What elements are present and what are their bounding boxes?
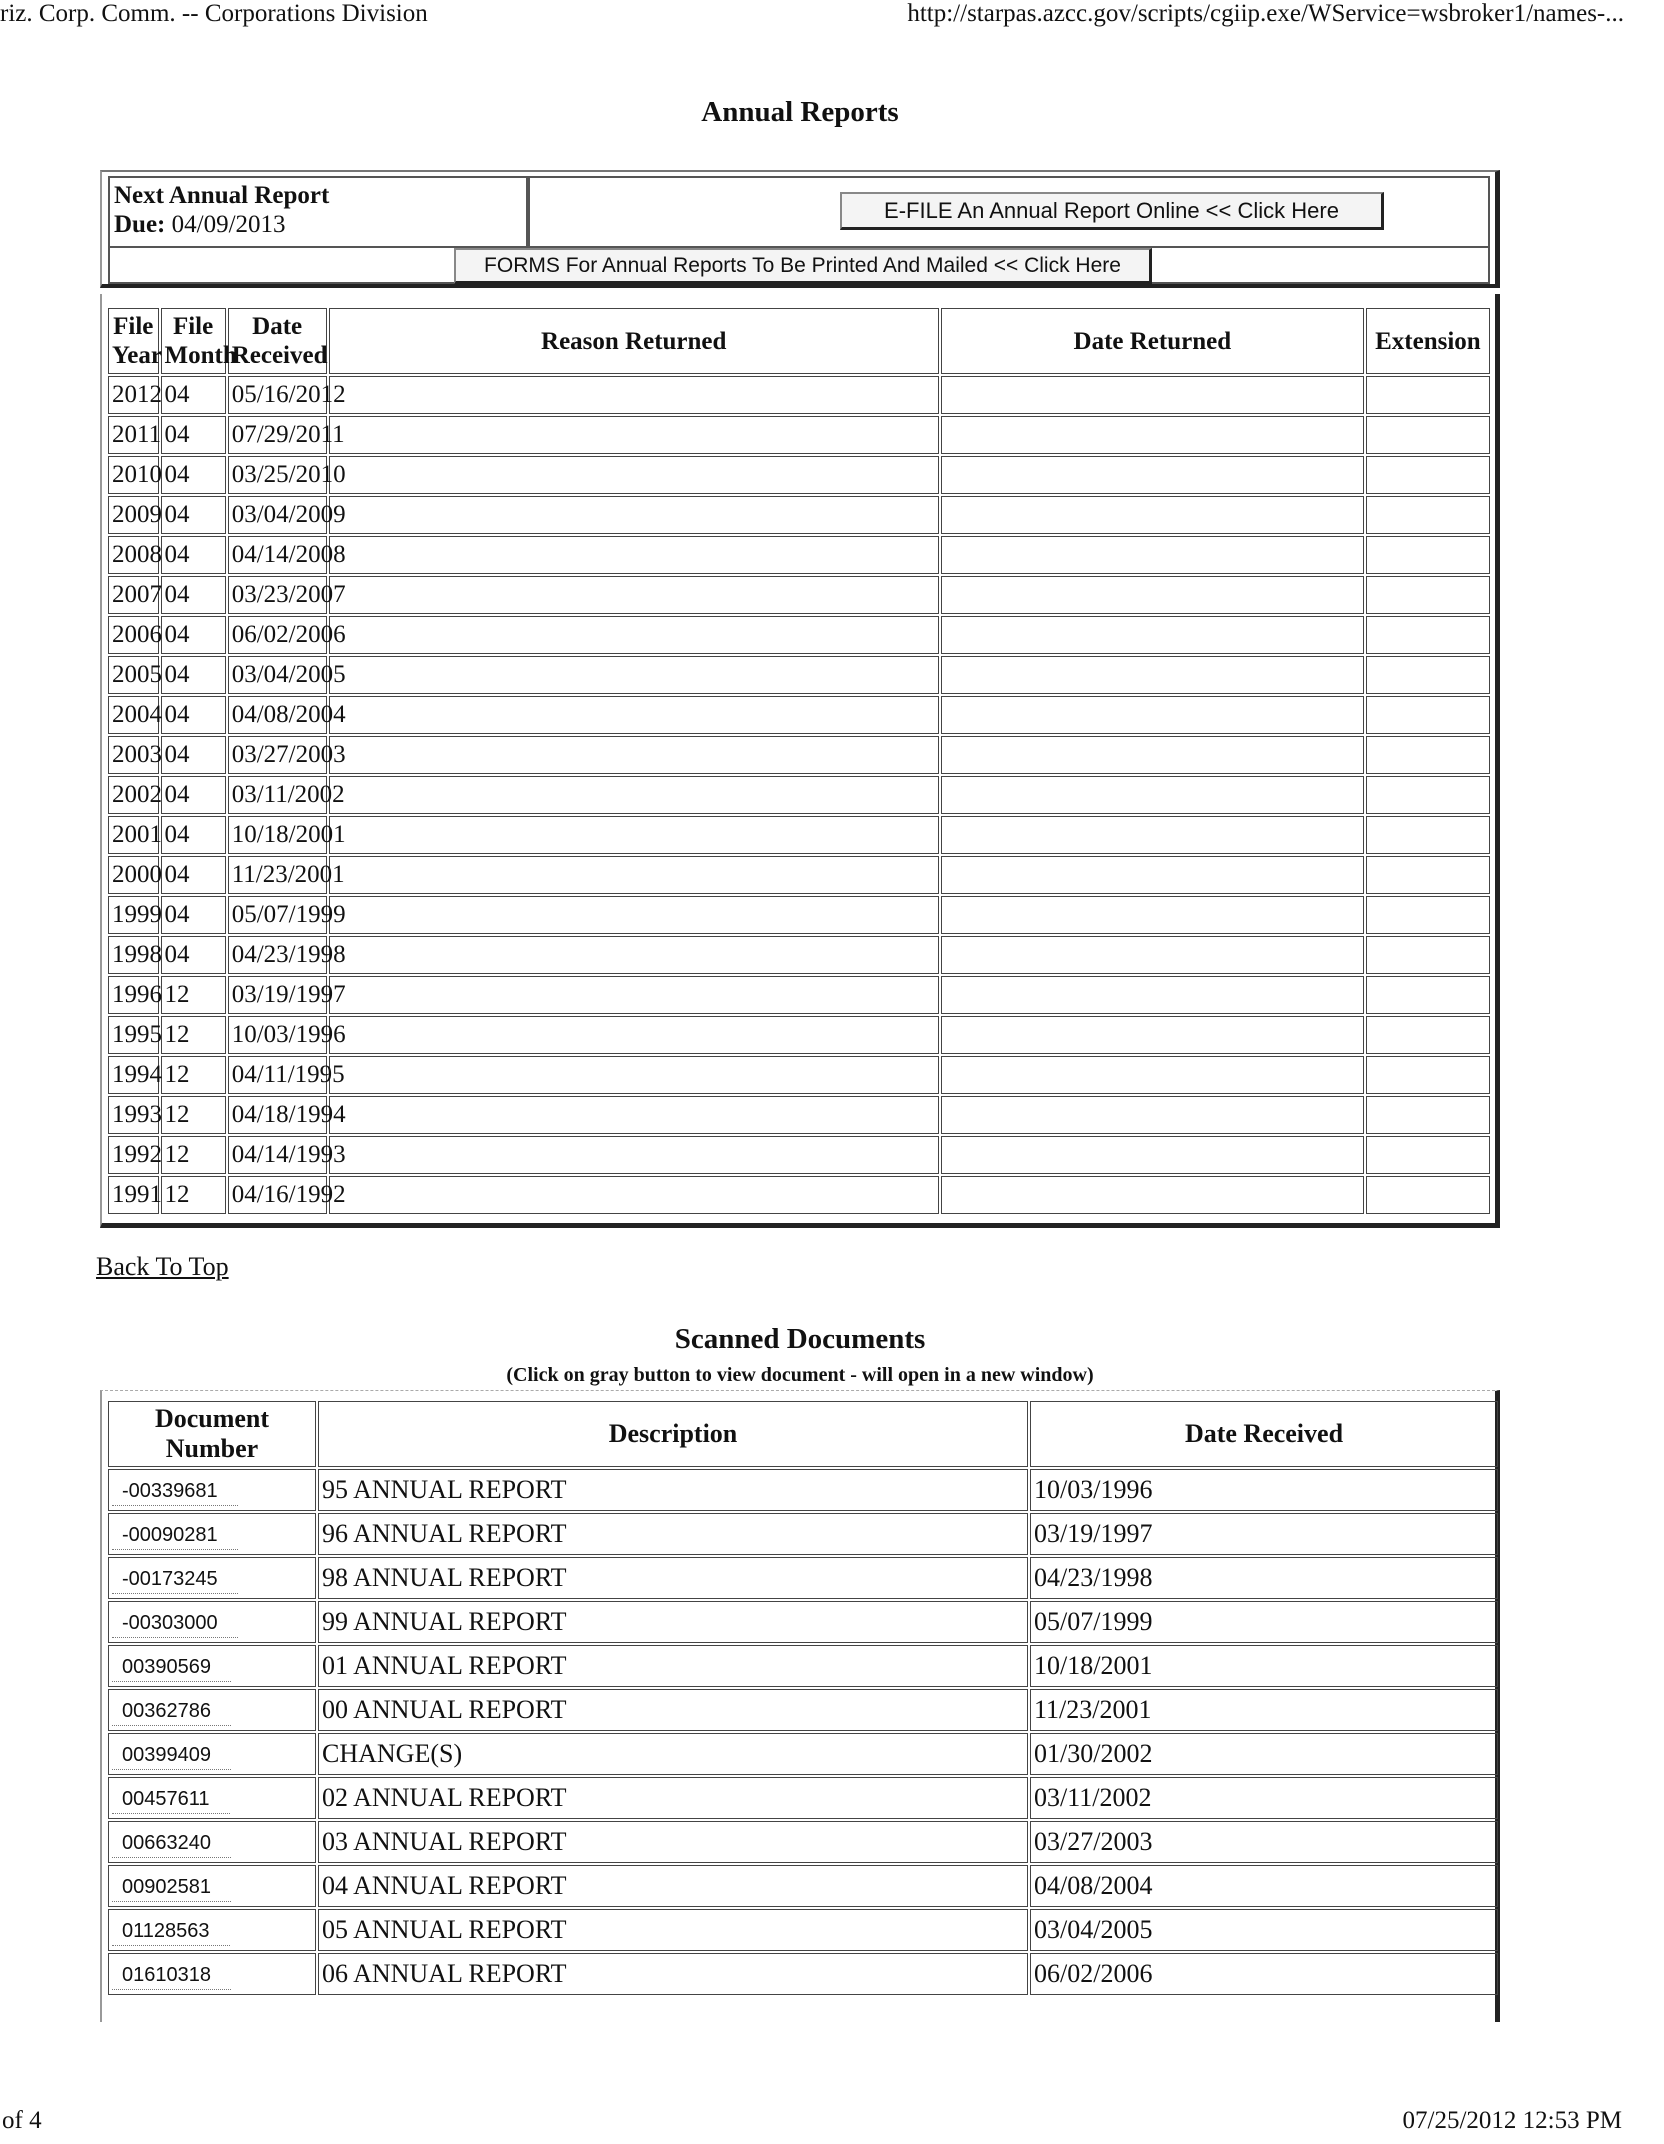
file-month-cell: 04 bbox=[161, 816, 226, 854]
date-returned-cell bbox=[941, 816, 1364, 854]
document-description-cell: 01 ANNUAL REPORT bbox=[318, 1645, 1028, 1687]
extension-cell bbox=[1366, 696, 1490, 734]
extension-cell bbox=[1366, 736, 1490, 774]
efile-cell bbox=[528, 176, 1490, 248]
col-header-file-month: File Month bbox=[161, 308, 226, 374]
date-received-cell: 03/11/2002 bbox=[228, 776, 327, 814]
scanned-document-row bbox=[108, 1909, 1498, 1951]
annual-report-row bbox=[108, 376, 1490, 414]
file-month-cell: 12 bbox=[161, 1136, 226, 1174]
date-received-cell: 04/16/1992 bbox=[228, 1176, 327, 1214]
document-description-cell: 95 ANNUAL REPORT bbox=[318, 1469, 1028, 1511]
reason-returned-cell bbox=[329, 1176, 939, 1214]
reason-returned-cell bbox=[329, 376, 939, 414]
document-description-cell: 96 ANNUAL REPORT bbox=[318, 1513, 1028, 1555]
reason-returned-cell bbox=[329, 1096, 939, 1134]
document-number-cell bbox=[108, 1821, 316, 1863]
reason-returned-cell bbox=[329, 576, 939, 614]
file-month-cell: 12 bbox=[161, 1016, 226, 1054]
document-number-cell bbox=[108, 1557, 316, 1599]
reason-returned-cell bbox=[329, 1016, 939, 1054]
date-received-cell: 03/19/1997 bbox=[228, 976, 327, 1014]
view-document-button[interactable]: 00362786 bbox=[112, 1698, 231, 1726]
annual-report-row bbox=[108, 456, 1490, 494]
document-date-received-cell: 03/04/2005 bbox=[1030, 1909, 1498, 1951]
document-date-received-cell: 04/08/2004 bbox=[1030, 1865, 1498, 1907]
file-month-cell: 04 bbox=[161, 536, 226, 574]
annual-report-row bbox=[108, 1016, 1490, 1054]
document-date-received-cell: 03/27/2003 bbox=[1030, 1821, 1498, 1863]
document-date-received-cell: 10/03/1996 bbox=[1030, 1469, 1498, 1511]
document-date-received-cell: 01/30/2002 bbox=[1030, 1733, 1498, 1775]
scanned-document-row bbox=[108, 1689, 1498, 1731]
extension-cell bbox=[1366, 976, 1490, 1014]
date-returned-cell bbox=[941, 1136, 1364, 1174]
reason-returned-cell bbox=[329, 736, 939, 774]
view-document-button[interactable]: -00339681 bbox=[112, 1478, 238, 1506]
reason-returned-cell bbox=[329, 1056, 939, 1094]
file-month-cell: 04 bbox=[161, 416, 226, 454]
reason-returned-cell bbox=[329, 496, 939, 534]
date-returned-cell bbox=[941, 616, 1364, 654]
file-year-cell: 1991 bbox=[108, 1176, 159, 1214]
annual-report-row bbox=[108, 496, 1490, 534]
date-returned-cell bbox=[941, 736, 1364, 774]
view-document-button[interactable]: 00390569 bbox=[112, 1654, 231, 1682]
date-received-cell: 03/23/2007 bbox=[228, 576, 327, 614]
file-month-cell: 04 bbox=[161, 736, 226, 774]
scanned-document-row bbox=[108, 1865, 1498, 1907]
col-header-description: Description bbox=[318, 1401, 1028, 1467]
date-received-cell: 11/23/2001 bbox=[228, 856, 327, 894]
file-year-cell: 2002 bbox=[108, 776, 159, 814]
document-date-received-cell: 03/19/1997 bbox=[1030, 1513, 1498, 1555]
date-returned-cell bbox=[941, 456, 1364, 494]
file-month-cell: 04 bbox=[161, 376, 226, 414]
annual-report-row bbox=[108, 936, 1490, 974]
reason-returned-cell bbox=[329, 976, 939, 1014]
view-document-button[interactable]: -00303000 bbox=[112, 1610, 238, 1638]
col-header-extension: Extension bbox=[1366, 308, 1490, 374]
document-date-received-cell: 06/02/2006 bbox=[1030, 1953, 1498, 1995]
file-month-cell: 04 bbox=[161, 696, 226, 734]
annual-report-row bbox=[108, 896, 1490, 934]
document-description-cell: 05 ANNUAL REPORT bbox=[318, 1909, 1028, 1951]
date-received-cell: 04/14/2008 bbox=[228, 536, 327, 574]
scanned-document-row bbox=[108, 1777, 1498, 1819]
date-returned-cell bbox=[941, 776, 1364, 814]
scanned-document-row bbox=[108, 1469, 1498, 1511]
date-received-cell: 04/11/1995 bbox=[228, 1056, 327, 1094]
file-month-cell: 04 bbox=[161, 656, 226, 694]
date-returned-cell bbox=[941, 896, 1364, 934]
document-description-cell: 99 ANNUAL REPORT bbox=[318, 1601, 1028, 1643]
date-received-cell: 06/02/2006 bbox=[228, 616, 327, 654]
file-year-cell: 1999 bbox=[108, 896, 159, 934]
view-document-button[interactable]: 00663240 bbox=[112, 1830, 231, 1858]
file-year-cell: 1996 bbox=[108, 976, 159, 1014]
date-received-cell: 05/16/2012 bbox=[228, 376, 327, 414]
date-received-cell: 03/25/2010 bbox=[228, 456, 327, 494]
file-year-cell: 2004 bbox=[108, 696, 159, 734]
extension-cell bbox=[1366, 1096, 1490, 1134]
document-date-received-cell: 03/11/2002 bbox=[1030, 1777, 1498, 1819]
file-year-cell: 2009 bbox=[108, 496, 159, 534]
reason-returned-cell bbox=[329, 656, 939, 694]
annual-report-row bbox=[108, 616, 1490, 654]
date-returned-cell bbox=[941, 1096, 1364, 1134]
scanned-documents-table bbox=[106, 1399, 1500, 1997]
extension-cell bbox=[1366, 416, 1490, 454]
col-header-document-number: Document Number bbox=[108, 1401, 316, 1467]
document-number-cell bbox=[108, 1953, 316, 1995]
efile-annual-report-button[interactable]: E-FILE An Annual Report Online << Click Here bbox=[840, 192, 1384, 230]
extension-cell bbox=[1366, 816, 1490, 854]
reason-returned-cell bbox=[329, 776, 939, 814]
reason-returned-cell bbox=[329, 1136, 939, 1174]
document-number-cell bbox=[108, 1733, 316, 1775]
view-document-button[interactable]: 00902581 bbox=[112, 1874, 231, 1902]
file-year-cell: 1992 bbox=[108, 1136, 159, 1174]
file-month-cell: 04 bbox=[161, 576, 226, 614]
view-document-button[interactable]: 01128563 bbox=[112, 1918, 230, 1946]
back-to-top-link[interactable]: Back To Top bbox=[96, 1252, 229, 1281]
document-number-cell bbox=[108, 1689, 316, 1731]
next-annual-report-box bbox=[100, 170, 1500, 288]
view-document-button[interactable]: -00173245 bbox=[112, 1566, 238, 1594]
file-year-cell: 1993 bbox=[108, 1096, 159, 1134]
document-description-cell: CHANGE(S) bbox=[318, 1733, 1028, 1775]
date-received-cell: 07/29/2011 bbox=[228, 416, 327, 454]
file-year-cell: 2005 bbox=[108, 656, 159, 694]
scanned-document-row bbox=[108, 1953, 1498, 1995]
file-month-cell: 04 bbox=[161, 496, 226, 534]
file-month-cell: 04 bbox=[161, 896, 226, 934]
reason-returned-cell bbox=[329, 936, 939, 974]
extension-cell bbox=[1366, 936, 1490, 974]
date-received-cell: 05/07/1999 bbox=[228, 896, 327, 934]
file-year-cell: 2010 bbox=[108, 456, 159, 494]
date-returned-cell bbox=[941, 1056, 1364, 1094]
file-month-cell: 04 bbox=[161, 776, 226, 814]
scanned-documents-table-frame bbox=[100, 1390, 1500, 2022]
document-description-cell: 03 ANNUAL REPORT bbox=[318, 1821, 1028, 1863]
scanned-document-row bbox=[108, 1601, 1498, 1643]
file-year-cell: 2001 bbox=[108, 816, 159, 854]
due-label: Due: bbox=[114, 211, 166, 238]
file-month-cell: 04 bbox=[161, 456, 226, 494]
annual-report-row bbox=[108, 736, 1490, 774]
file-year-cell: 2011 bbox=[108, 416, 159, 454]
document-number-cell bbox=[108, 1513, 316, 1555]
scanned-documents-subtitle: (Click on gray button to view document - will open in a new window) bbox=[506, 1364, 1094, 1386]
scanned-document-row bbox=[108, 1645, 1498, 1687]
scanned-document-row bbox=[108, 1821, 1498, 1863]
date-returned-cell bbox=[941, 856, 1364, 894]
annual-report-row bbox=[108, 576, 1490, 614]
annual-report-row bbox=[108, 1176, 1490, 1214]
extension-cell bbox=[1366, 496, 1490, 534]
view-document-button[interactable]: 01610318 bbox=[112, 1962, 231, 1990]
extension-cell bbox=[1366, 896, 1490, 934]
col-header-reason-returned: Reason Returned bbox=[329, 308, 939, 374]
file-month-cell: 04 bbox=[161, 936, 226, 974]
date-received-cell: 03/04/2005 bbox=[228, 656, 327, 694]
file-year-cell: 2006 bbox=[108, 616, 159, 654]
date-returned-cell bbox=[941, 976, 1364, 1014]
date-received-cell: 03/27/2003 bbox=[228, 736, 327, 774]
reason-returned-cell bbox=[329, 536, 939, 574]
annual-reports-title: Annual Reports bbox=[701, 96, 899, 128]
print-footer-page: of 4 bbox=[2, 2107, 42, 2134]
date-returned-cell bbox=[941, 1176, 1364, 1214]
date-received-cell: 10/18/2001 bbox=[228, 816, 327, 854]
view-document-button[interactable]: -00090281 bbox=[112, 1522, 238, 1550]
document-date-received-cell: 05/07/1999 bbox=[1030, 1601, 1498, 1643]
col-header-date-received: Date Received bbox=[228, 308, 327, 374]
reason-returned-cell bbox=[329, 856, 939, 894]
view-document-button[interactable]: 00457611 bbox=[112, 1786, 230, 1814]
date-received-cell: 03/04/2009 bbox=[228, 496, 327, 534]
due-line bbox=[114, 210, 522, 239]
view-document-button[interactable]: 00399409 bbox=[112, 1742, 231, 1770]
date-returned-cell bbox=[941, 536, 1364, 574]
file-year-cell: 2012 bbox=[108, 376, 159, 414]
scanned-document-row bbox=[108, 1557, 1498, 1599]
date-received-cell: 04/18/1994 bbox=[228, 1096, 327, 1134]
extension-cell bbox=[1366, 576, 1490, 614]
date-returned-cell bbox=[941, 656, 1364, 694]
file-month-cell: 12 bbox=[161, 1096, 226, 1134]
file-month-cell: 12 bbox=[161, 1176, 226, 1214]
annual-report-row bbox=[108, 696, 1490, 734]
col-header-sd-date-received: Date Received bbox=[1030, 1401, 1498, 1467]
document-description-cell: 04 ANNUAL REPORT bbox=[318, 1865, 1028, 1907]
document-description-cell: 06 ANNUAL REPORT bbox=[318, 1953, 1028, 1995]
extension-cell bbox=[1366, 1056, 1490, 1094]
forms-cell bbox=[108, 246, 1490, 284]
extension-cell bbox=[1366, 616, 1490, 654]
annual-report-row bbox=[108, 1096, 1490, 1134]
next-annual-report-cell bbox=[108, 176, 528, 248]
date-returned-cell bbox=[941, 496, 1364, 534]
print-header-url: http://starpas.azcc.gov/scripts/cgiip.exe/WService=wsbroker1/names-... bbox=[907, 0, 1624, 27]
file-year-cell: 2007 bbox=[108, 576, 159, 614]
print-footer-timestamp: 07/25/2012 12:53 PM bbox=[1402, 2107, 1622, 2134]
extension-cell bbox=[1366, 1016, 1490, 1054]
file-year-cell: 1994 bbox=[108, 1056, 159, 1094]
extension-cell bbox=[1366, 776, 1490, 814]
file-month-cell: 04 bbox=[161, 616, 226, 654]
forms-annual-report-button[interactable]: FORMS For Annual Reports To Be Printed And Mailed << Click Here bbox=[454, 248, 1152, 284]
extension-cell bbox=[1366, 376, 1490, 414]
col-header-date-returned: Date Returned bbox=[941, 308, 1364, 374]
extension-cell bbox=[1366, 1136, 1490, 1174]
reason-returned-cell bbox=[329, 896, 939, 934]
document-description-cell: 00 ANNUAL REPORT bbox=[318, 1689, 1028, 1731]
document-number-cell bbox=[108, 1865, 316, 1907]
extension-cell bbox=[1366, 1176, 1490, 1214]
date-returned-cell bbox=[941, 376, 1364, 414]
scanned-document-row bbox=[108, 1513, 1498, 1555]
annual-reports-table bbox=[106, 306, 1492, 1216]
date-returned-cell bbox=[941, 416, 1364, 454]
annual-report-row bbox=[108, 976, 1490, 1014]
reason-returned-cell bbox=[329, 696, 939, 734]
annual-report-row bbox=[108, 776, 1490, 814]
extension-cell bbox=[1366, 536, 1490, 574]
date-returned-cell bbox=[941, 576, 1364, 614]
extension-cell bbox=[1366, 656, 1490, 694]
scanned-documents-title: Scanned Documents bbox=[674, 1323, 926, 1355]
annual-report-row bbox=[108, 1056, 1490, 1094]
document-description-cell: 02 ANNUAL REPORT bbox=[318, 1777, 1028, 1819]
file-year-cell: 2008 bbox=[108, 536, 159, 574]
file-year-cell: 1998 bbox=[108, 936, 159, 974]
file-month-cell: 12 bbox=[161, 1056, 226, 1094]
next-annual-report-label: Next Annual Report bbox=[114, 182, 330, 209]
due-date: 04/09/2013 bbox=[171, 211, 286, 238]
document-number-cell bbox=[108, 1909, 316, 1951]
annual-report-row bbox=[108, 816, 1490, 854]
annual-reports-table-frame bbox=[100, 294, 1500, 1228]
extension-cell bbox=[1366, 856, 1490, 894]
date-received-cell: 04/08/2004 bbox=[228, 696, 327, 734]
annual-report-row bbox=[108, 1136, 1490, 1174]
document-date-received-cell: 04/23/1998 bbox=[1030, 1557, 1498, 1599]
date-returned-cell bbox=[941, 1016, 1364, 1054]
document-description-cell: 98 ANNUAL REPORT bbox=[318, 1557, 1028, 1599]
annual-report-row bbox=[108, 656, 1490, 694]
document-date-received-cell: 10/18/2001 bbox=[1030, 1645, 1498, 1687]
document-number-cell bbox=[108, 1777, 316, 1819]
reason-returned-cell bbox=[329, 616, 939, 654]
print-header-title: riz. Corp. Comm. -- Corporations Division bbox=[0, 0, 428, 27]
date-received-cell: 04/14/1993 bbox=[228, 1136, 327, 1174]
reason-returned-cell bbox=[329, 816, 939, 854]
document-date-received-cell: 11/23/2001 bbox=[1030, 1689, 1498, 1731]
annual-report-row bbox=[108, 416, 1490, 454]
file-year-cell: 2003 bbox=[108, 736, 159, 774]
annual-reports-header-row bbox=[108, 308, 1490, 374]
document-number-cell bbox=[108, 1469, 316, 1511]
date-returned-cell bbox=[941, 696, 1364, 734]
date-received-cell: 04/23/1998 bbox=[228, 936, 327, 974]
file-month-cell: 04 bbox=[161, 856, 226, 894]
document-number-cell bbox=[108, 1601, 316, 1643]
annual-report-row bbox=[108, 536, 1490, 574]
reason-returned-cell bbox=[329, 456, 939, 494]
extension-cell bbox=[1366, 456, 1490, 494]
col-header-file-year: File Year bbox=[108, 308, 159, 374]
file-month-cell: 12 bbox=[161, 976, 226, 1014]
file-year-cell: 2000 bbox=[108, 856, 159, 894]
document-number-cell bbox=[108, 1645, 316, 1687]
file-year-cell: 1995 bbox=[108, 1016, 159, 1054]
date-returned-cell bbox=[941, 936, 1364, 974]
reason-returned-cell bbox=[329, 416, 939, 454]
scanned-documents-header-row bbox=[108, 1401, 1498, 1467]
annual-report-row bbox=[108, 856, 1490, 894]
scanned-document-row bbox=[108, 1733, 1498, 1775]
date-received-cell: 10/03/1996 bbox=[228, 1016, 327, 1054]
